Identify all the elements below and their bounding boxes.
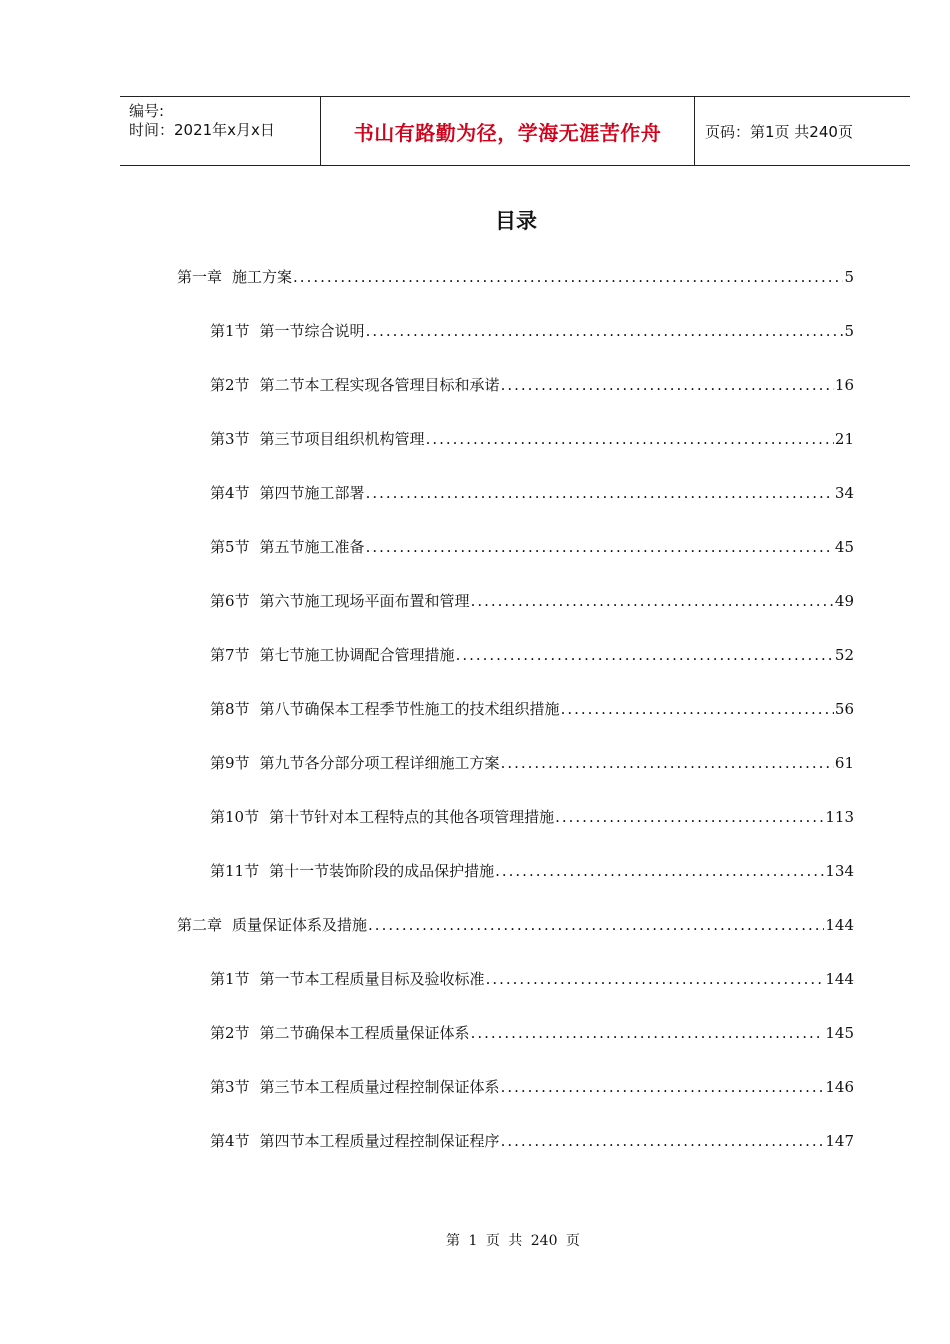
toc-entry-number: 第2节 [210, 1024, 250, 1042]
toc-entry[interactable] [210, 1076, 854, 1097]
header-page-info: 页码：第1页 共240页 [705, 122, 853, 141]
toc-entry[interactable] [210, 968, 854, 989]
motto-text: 书山有路勤为径，学海无涯苦作舟 [353, 120, 662, 145]
toc-entry-title: 第四节施工部署 [259, 484, 365, 502]
toc-entry-title: 质量保证体系及措施 [232, 916, 368, 934]
toc-entry-number: 第9节 [210, 754, 250, 772]
toc-entry-page: 147 [825, 1132, 854, 1150]
document-number-label: 编号: [129, 102, 165, 120]
toc-entry[interactable] [210, 860, 854, 881]
toc-leader-dots [456, 646, 834, 664]
toc-entry-page: 134 [825, 862, 854, 880]
toc-leader-dots [486, 970, 825, 988]
toc-entry-page: 21 [834, 430, 854, 448]
toc-entry[interactable] [210, 428, 854, 449]
document-header [120, 96, 910, 166]
toc-leader-dots [561, 700, 834, 718]
toc-entry-page: 113 [825, 808, 854, 826]
toc-leader-dots [366, 484, 834, 502]
toc-leader-dots [501, 754, 834, 772]
toc-entry-page: 5 [844, 268, 854, 286]
toc-entry-page: 56 [834, 700, 854, 718]
toc-entry-title: 第二节本工程实现各管理目标和承诺 [259, 376, 500, 394]
toc-entry-page: 49 [834, 592, 854, 610]
toc-leader-dots [501, 1132, 825, 1150]
toc-entry[interactable] [210, 698, 854, 719]
toc-entry-number: 第1节 [210, 970, 250, 988]
toc-entry-page: 16 [834, 376, 854, 394]
toc-entry-title: 第五节施工准备 [259, 538, 365, 556]
toc-entry-title: 第十一节装饰阶段的成品保护措施 [269, 862, 495, 880]
toc-leader-dots [501, 1078, 825, 1096]
toc-entry-title: 第一节综合说明 [259, 322, 365, 340]
toc-entry-number: 第11节 [210, 862, 260, 880]
toc-entry-page: 5 [844, 322, 854, 340]
toc-entry[interactable] [210, 806, 854, 827]
toc-entry[interactable] [210, 1022, 854, 1043]
toc-entry-number: 第10节 [210, 808, 260, 826]
toc-entry-title: 第二节确保本工程质量保证体系 [259, 1024, 470, 1042]
toc-entry[interactable] [210, 1130, 854, 1151]
toc-entry-number: 第8节 [210, 700, 250, 718]
toc-title: 目录 [495, 209, 537, 233]
toc-entry[interactable] [210, 752, 854, 773]
document-time-label: 时间：2021年x月x日 [129, 121, 275, 139]
toc-entry-page: 45 [834, 538, 854, 556]
toc-entry-page: 146 [825, 1078, 854, 1096]
toc-entry-page: 34 [834, 484, 854, 502]
toc-leader-dots [555, 808, 824, 826]
toc-entry-page: 52 [834, 646, 854, 664]
toc-entry-number: 第4节 [210, 484, 250, 502]
toc-entry[interactable] [210, 374, 854, 395]
toc-leader-dots [495, 862, 824, 880]
header-motto-cell [321, 97, 695, 165]
page-footer: 第 1 页 共 240 页 [446, 1233, 580, 1249]
toc-entry-number: 第一章 [177, 268, 223, 286]
toc-leader-dots [366, 538, 834, 556]
toc-entry-title: 第七节施工协调配合管理措施 [259, 646, 455, 664]
toc-entry-number: 第3节 [210, 1078, 250, 1096]
toc-entry-title: 第三节本工程质量过程控制保证体系 [259, 1078, 500, 1096]
toc-entry[interactable] [210, 536, 854, 557]
toc-entry-page: 144 [825, 916, 854, 934]
toc-entry-title: 第一节本工程质量目标及验收标准 [259, 970, 485, 988]
toc-entry-number: 第3节 [210, 430, 250, 448]
toc-entry-page: 61 [834, 754, 854, 772]
toc-entry[interactable] [210, 644, 854, 665]
toc-leader-dots [501, 376, 834, 394]
toc-leader-dots [366, 322, 844, 340]
toc-entry-title: 第九节各分部分项工程详细施工方案 [259, 754, 500, 772]
toc-leader-dots [426, 430, 834, 448]
toc-entry[interactable] [210, 590, 854, 611]
header-page-cell [695, 97, 910, 165]
toc-entry-title: 施工方案 [232, 268, 293, 286]
toc-entry[interactable] [177, 914, 854, 935]
toc-leader-dots [471, 592, 834, 610]
toc-entry-number: 第5节 [210, 538, 250, 556]
toc-entry-title: 第三节项目组织机构管理 [259, 430, 425, 448]
toc-entry-title: 第四节本工程质量过程控制保证程序 [259, 1132, 500, 1150]
toc-entry[interactable] [210, 482, 854, 503]
toc-entry-number: 第二章 [177, 916, 223, 934]
toc-entry-title: 第十节针对本工程特点的其他各项管理措施 [269, 808, 555, 826]
toc-entry-number: 第1节 [210, 322, 250, 340]
toc-entry[interactable] [210, 320, 854, 341]
toc-entry[interactable] [177, 266, 854, 287]
toc-entry-number: 第6节 [210, 592, 250, 610]
toc-entry-number: 第4节 [210, 1132, 250, 1150]
toc-entry-number: 第2节 [210, 376, 250, 394]
toc-leader-dots [368, 916, 824, 934]
toc-entry-title: 第八节确保本工程季节性施工的技术组织措施 [259, 700, 560, 718]
toc-entry-page: 145 [825, 1024, 854, 1042]
header-meta-cell [120, 97, 321, 165]
toc-entry-page: 144 [825, 970, 854, 988]
toc-entry-number: 第7节 [210, 646, 250, 664]
toc-leader-dots [293, 268, 843, 286]
toc-entry-title: 第六节施工现场平面布置和管理 [259, 592, 470, 610]
toc-leader-dots [471, 1024, 825, 1042]
